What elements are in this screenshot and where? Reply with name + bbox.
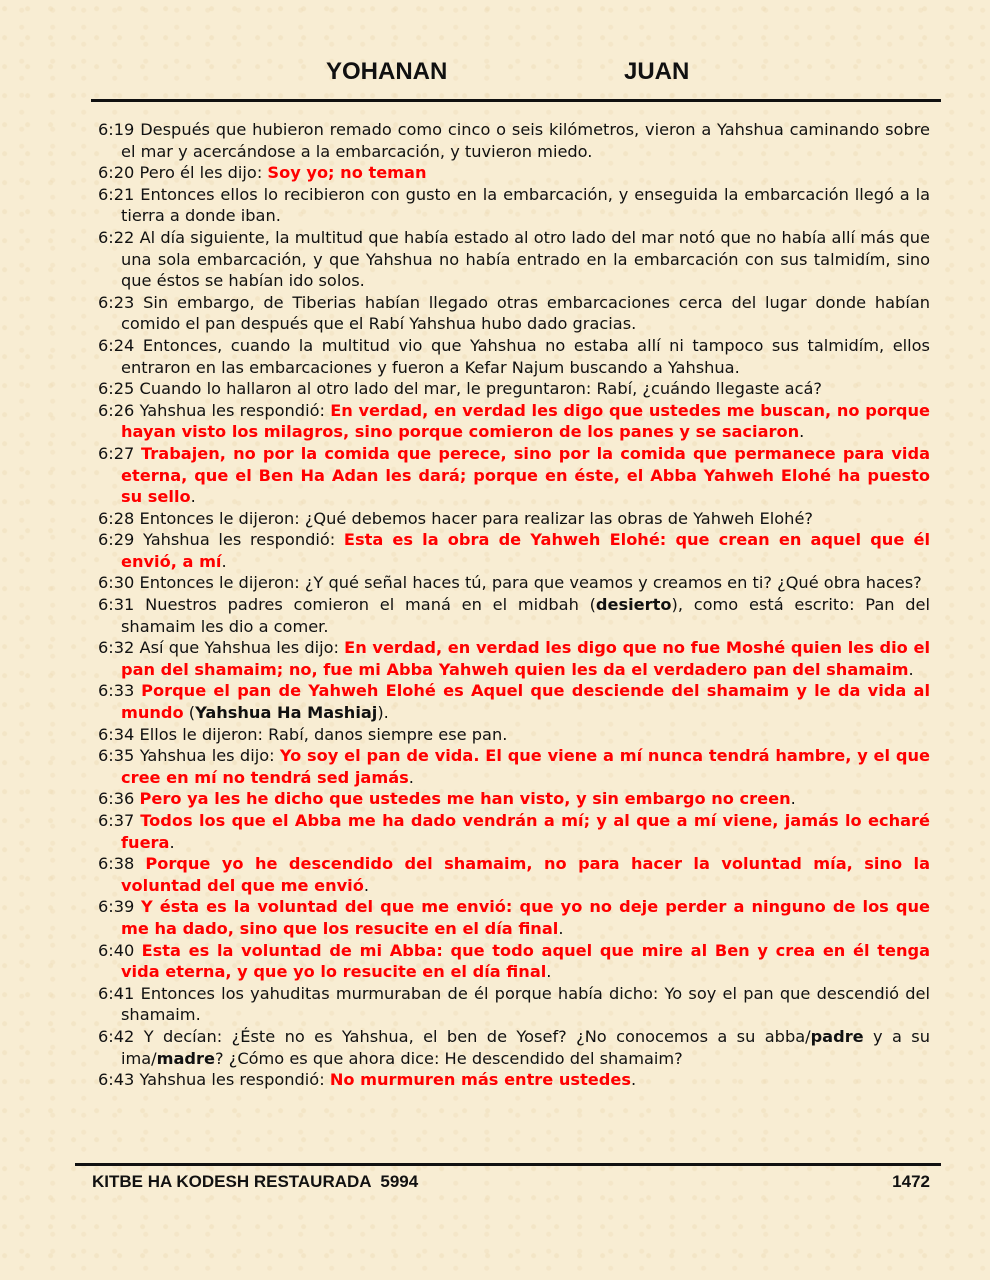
verse <box>98 788 930 810</box>
verse-text: ). <box>377 703 389 723</box>
verse-text: Yahshua les respondió: <box>143 530 344 550</box>
verse-ref: 6:42 <box>98 1026 135 1046</box>
verse-text: . <box>790 789 796 809</box>
footer-divider <box>75 1163 941 1166</box>
verse-ref: 6:37 <box>98 811 135 830</box>
verse-ref: 6:29 <box>98 530 135 550</box>
verse-ref: 6:19 <box>98 120 135 139</box>
verse-ref: 6:23 <box>98 292 135 312</box>
verse-text: y a su ima/ <box>121 1026 930 1068</box>
verse-text: ? ¿Cómo es que ahora dice: He descendido del shamaim? <box>214 1048 683 1068</box>
verse <box>98 724 930 746</box>
verse-ref: 6:22 <box>98 227 135 247</box>
verse-text: . <box>558 918 564 938</box>
verse-quote-red: Yo soy el pan de vida. El que viene a mí nunca tendrá hambre, y el que cree en mí no tendrá sed jamás <box>121 746 930 787</box>
verse-ref: 6:27 <box>98 443 135 463</box>
verse <box>98 983 930 1026</box>
verse-text: Pero él les dijo: <box>139 163 268 183</box>
verse <box>98 162 930 184</box>
verse <box>98 119 930 162</box>
verse <box>98 853 930 896</box>
verse-quote-red: Soy yo; no teman <box>267 163 427 183</box>
verse-ref: 6:36 <box>98 789 135 809</box>
verse-text: Yahshua les respondió: <box>139 1070 330 1090</box>
verse-text: Sin embargo, de Tiberias habían llegado otras embarcaciones cerca del lugar donde habían comido el pan después que el Rabí Yahshua hubo dado gracias. <box>121 292 930 334</box>
verse-quote-red: En verdad, en verdad les digo que ustedes me buscan, no porque hayan visto los milagros, sino porque comieron de los panes y se saciaron <box>121 400 931 442</box>
verse-ref: 6:35 <box>98 746 135 766</box>
verse-text: Cuando lo hallaron al otro lado del mar, le preguntaron: Rabí, ¿cuándo llegaste acá? <box>139 379 822 399</box>
verse <box>98 896 930 939</box>
verse-bold: desierto <box>595 595 672 615</box>
verse <box>98 292 930 335</box>
verse-text: Después que hubieron remado como cinco o seis kilómetros, vieron a Yahshua caminando sobre el mar y acercándose a la embarcación, y tuvieron miedo. <box>121 120 930 161</box>
verse-ref: 6:33 <box>98 681 135 701</box>
verse-ref: 6:21 <box>98 184 135 204</box>
verse-text: . <box>363 875 369 895</box>
verse-text: Así que Yahshua les dijo: <box>139 638 345 658</box>
verse-ref: 6:41 <box>98 983 135 1003</box>
verse <box>98 1026 930 1069</box>
verse <box>98 940 930 983</box>
verse-text: Yahshua les dijo: <box>139 746 280 766</box>
verse-quote-red: Y ésta es la voluntad del que me envió: que yo no deje perder a ninguno de los que me ha dado, sino que los resucite en el día final <box>121 897 930 938</box>
verse-ref: 6:20 <box>98 163 135 183</box>
verse-text: Ellos le dijeron: Rabí, danos siempre ese pan. <box>139 724 508 744</box>
verse-ref: 6:25 <box>98 379 135 399</box>
verse-text: Entonces le dijeron: ¿Qué debemos hacer para realizar las obras de Yahweh Elohé? <box>139 508 813 528</box>
verse <box>98 745 930 788</box>
verse-bold: madre <box>156 1048 215 1068</box>
verse-ref: 6:39 <box>98 897 135 917</box>
verse-quote-red: No murmuren más entre ustedes <box>329 1070 631 1090</box>
verse-ref: 6:24 <box>98 335 135 355</box>
verse-ref: 6:30 <box>98 573 135 593</box>
verse-text: Yahshua les respondió: <box>139 400 331 420</box>
verse <box>98 572 930 594</box>
book-title-hebrew: YOHANAN <box>326 58 448 85</box>
verse-ref: 6:40 <box>98 940 135 960</box>
verse-bold: Yahshua Ha Mashiaj <box>195 703 378 723</box>
verse-text: Entonces los yahuditas murmuraban de él porque había dicho: Yo soy el pan que descendió del shamaim. <box>121 983 930 1025</box>
verse-text: . <box>408 767 414 787</box>
verse-quote-red: Trabajen, no por la comida que perece, sino por la comida que permanece para vida eterna, que el Ben Ha Adan les dará; porque en éste, el Abba Yahweh Elohé ha puesto su sello <box>121 443 930 507</box>
verse-quote-red: Porque el pan de Yahweh Elohé es Aquel que desciende del shamaim y le da vida al mundo <box>121 681 930 723</box>
verse-ref: 6:38 <box>98 854 135 874</box>
page-number: 1472 <box>892 1172 930 1191</box>
verse-ref: 6:28 <box>98 508 135 528</box>
verse-text: ( <box>183 703 196 723</box>
verse-text: . <box>799 422 805 442</box>
verse-text: . <box>169 832 175 852</box>
verse-quote-red: En verdad, en verdad les digo que no fue Moshé quien les dio el pan del shamaim; no, fue mi Abba Yahweh quien les da el verdadero pan del shamaim <box>121 638 930 679</box>
verse-text: . <box>221 551 227 571</box>
verse-quote-red: Todos los que el Abba me ha dado vendrán a mí; y al que a mí viene, jamás lo echaré fuera <box>121 811 930 852</box>
verse-quote-red: Esta es la voluntad de mi Abba: que todo aquel que mire al Ben y crea en él tenga vida eterna, y que yo lo resucite en el día final <box>121 940 930 982</box>
verse-text: Entonces le dijeron: ¿Y qué señal haces tú, para que veamos y creamos en ti? ¿Qué obra haces? <box>139 573 922 593</box>
verse <box>98 810 930 853</box>
verse-text: . <box>908 659 914 679</box>
header-divider <box>91 99 941 102</box>
verse-ref: 6:32 <box>98 638 135 658</box>
verse <box>98 378 930 400</box>
verse-text: Nuestros padres comieron el maná en el midbah ( <box>145 595 596 615</box>
verse-ref: 6:31 <box>98 595 135 615</box>
verse-quote-red: Porque yo he descendido del shamaim, no para hacer la voluntad mía, sino la voluntad del que me envió <box>121 854 930 895</box>
verse-text: Al día siguiente, la multitud que había estado al otro lado del mar notó que no había allí más que una sola embarcación, y que Yahshua no había entrado en la embarcación con sus talmidím, sino que éstos se habían ido solos. <box>121 227 930 291</box>
verse-text: ), como está escrito: Pan del shamaim les dio a comer. <box>121 595 930 636</box>
verse <box>98 227 930 292</box>
verse-text: . <box>190 487 196 507</box>
verse-ref: 6:26 <box>98 400 135 420</box>
verse-bold: padre <box>810 1026 864 1046</box>
page-header <box>0 58 990 90</box>
verse-ref: 6:43 <box>98 1070 135 1090</box>
verse-quote-red: Pero ya les he dicho que ustedes me han visto, y sin embargo no creen <box>139 789 791 809</box>
verse-ref: 6:34 <box>98 724 135 744</box>
verse <box>98 680 930 723</box>
verse-text: Entonces, cuando la multitud vio que Yahshua no estaba allí ni tampoco sus talmidím, ellos entraron en las embarcaciones y fueron a Kefar Najum buscando a Yahshua. <box>121 335 930 377</box>
verse <box>98 443 930 508</box>
verse <box>98 335 930 378</box>
verse <box>98 508 930 530</box>
verse-quote-red: Esta es la obra de Yahweh Elohé: que crean en aquel que él envió, a mí <box>121 530 930 571</box>
book-title-spanish: JUAN <box>624 58 690 85</box>
verse-text: Entonces ellos lo recibieron con gusto en la embarcación, y enseguida la embarcación llegó a la tierra a donde iban. <box>121 184 930 226</box>
verse-text: Y decían: ¿Éste no es Yahshua, el ben de Yosef? ¿No conocemos a su abba/ <box>143 1026 811 1046</box>
footer-title: KITBE HA KODESH RESTAURADA 5994 <box>92 1172 419 1191</box>
verse <box>98 400 930 443</box>
verse-list <box>98 119 930 1091</box>
verse-text: . <box>630 1070 637 1090</box>
verse-text: . <box>546 962 552 982</box>
verse <box>98 637 930 680</box>
verse <box>98 1069 930 1091</box>
verse <box>98 529 930 572</box>
verse <box>98 594 930 637</box>
verse <box>98 184 930 227</box>
